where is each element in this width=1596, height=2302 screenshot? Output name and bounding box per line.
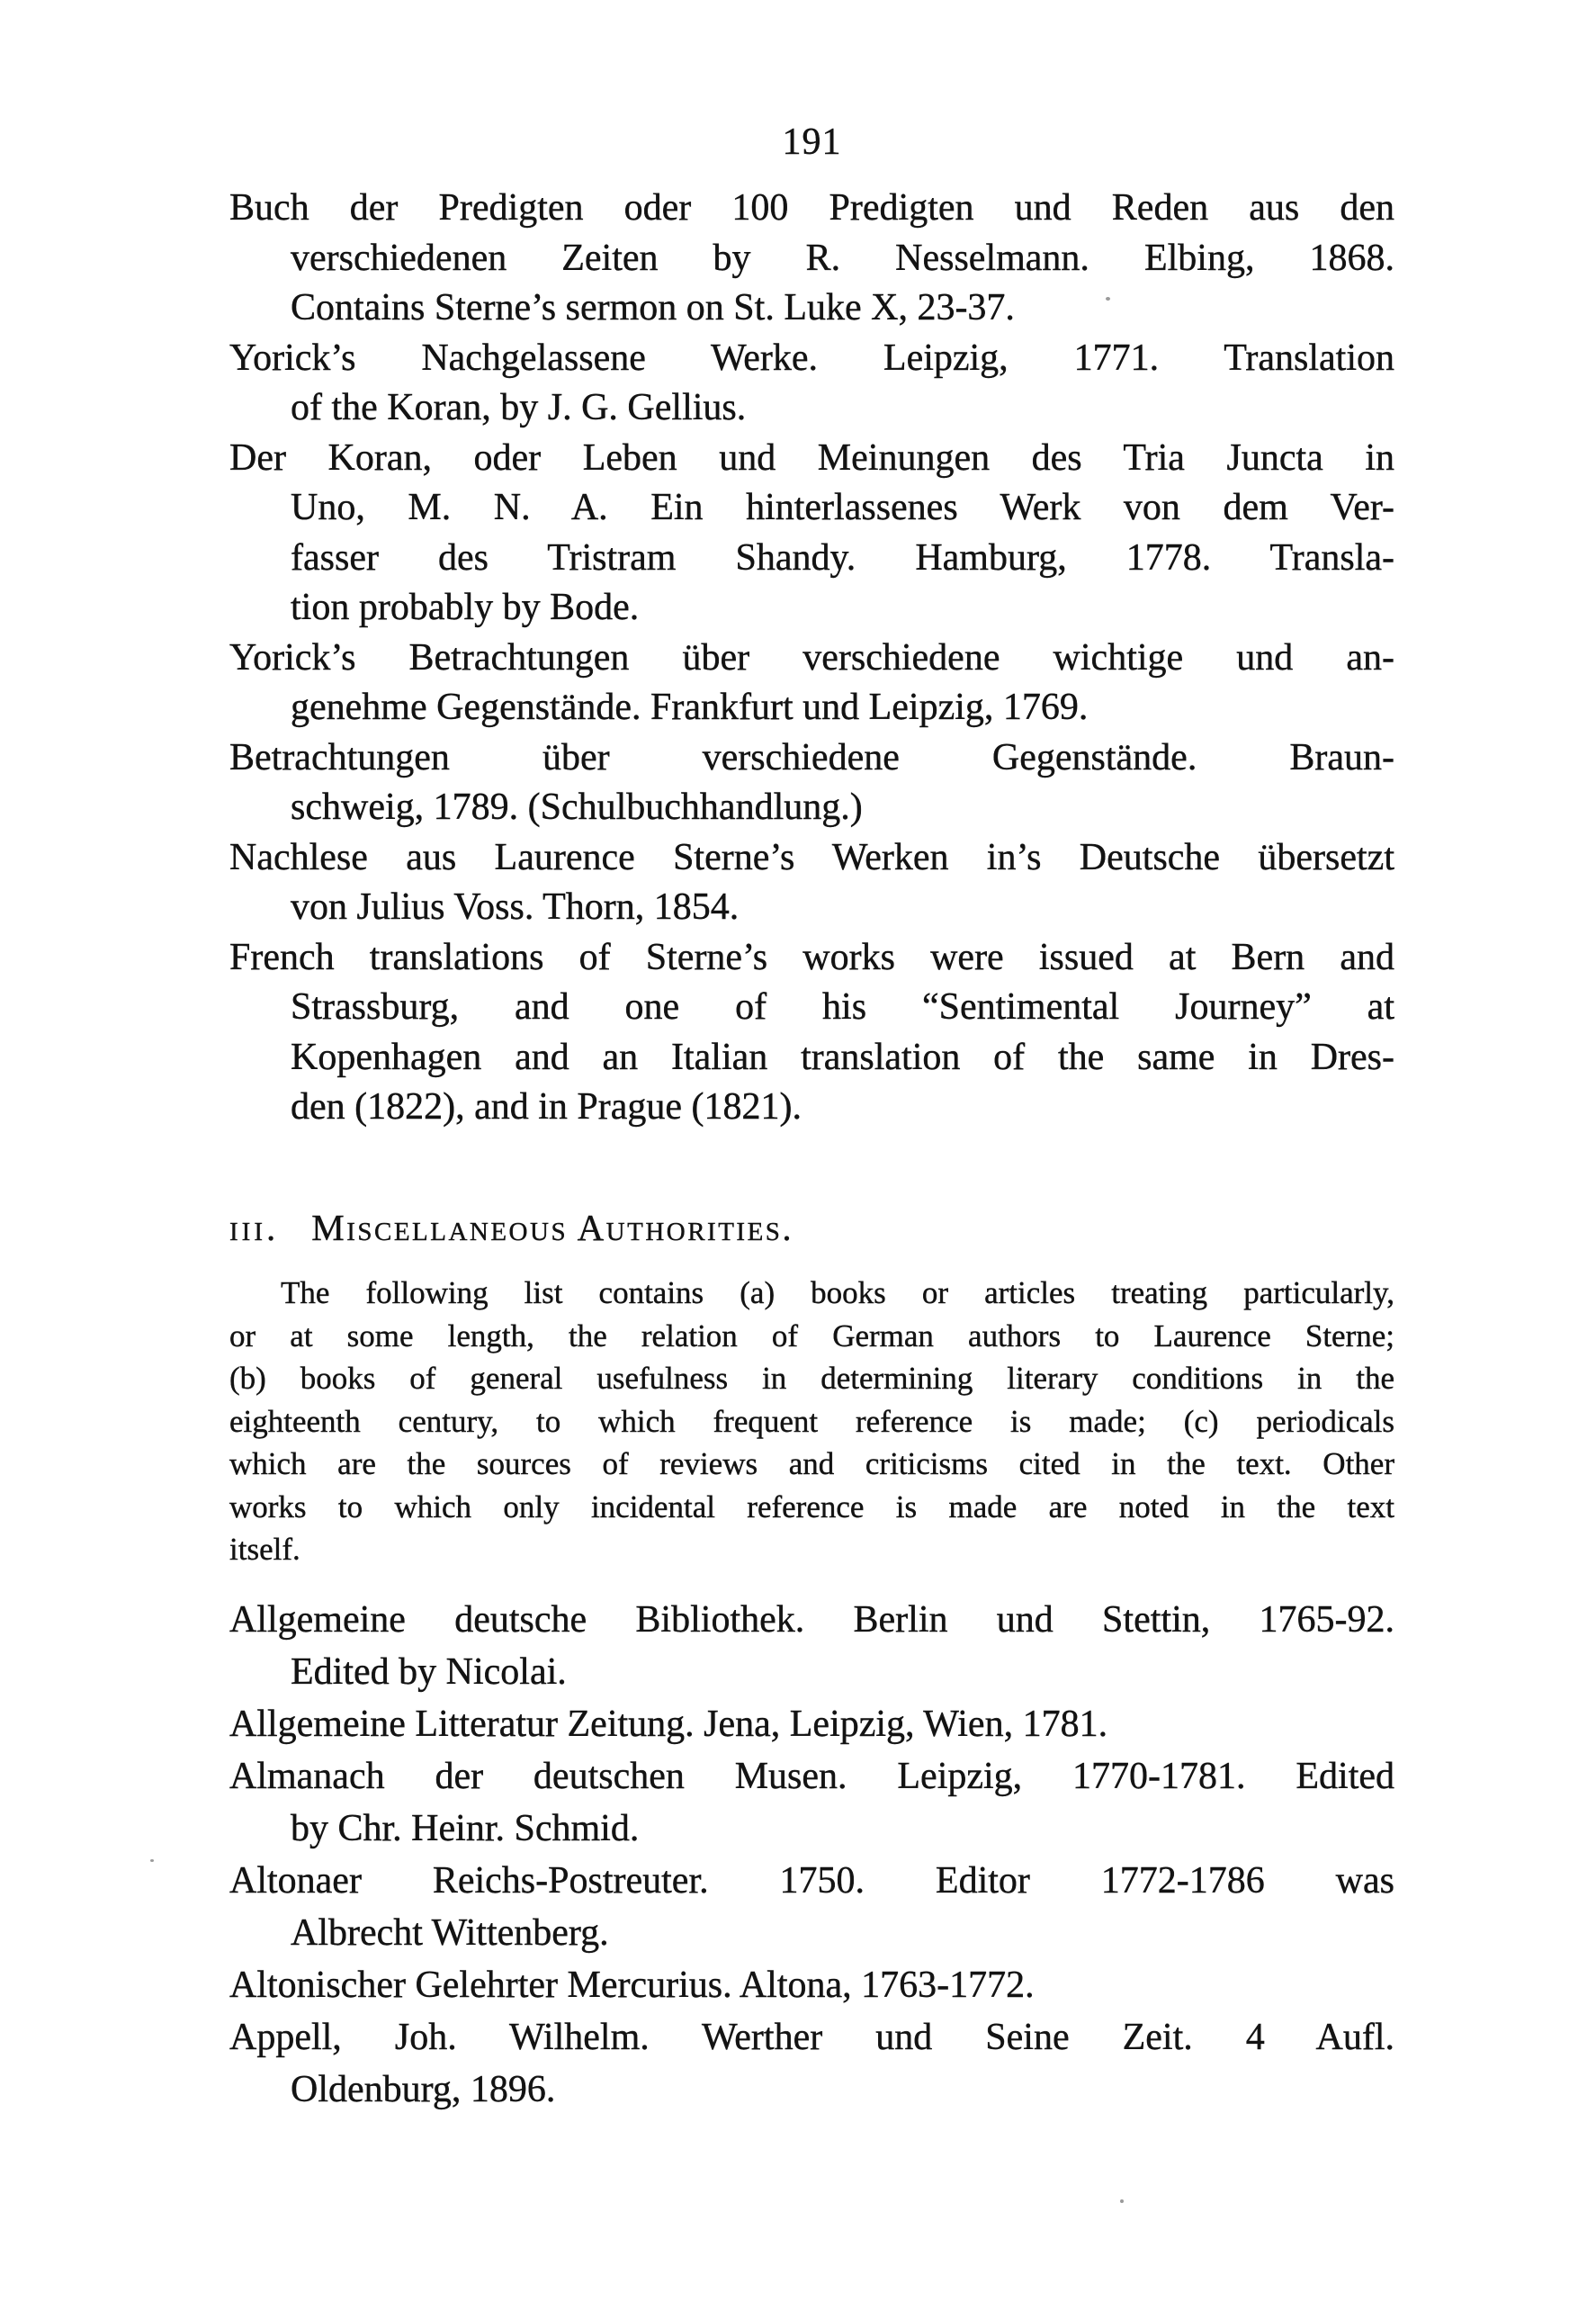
entry-line: Albrecht Wittenberg. bbox=[291, 1912, 609, 1954]
entry-line: Yorick’s Nachgelassene Werke. Leipzig, 1771. Translation bbox=[229, 337, 1394, 379]
bibliography-entry bbox=[229, 1750, 1394, 1855]
entry-line: schweig, 1789. (Schulbuchhandlung.) bbox=[291, 787, 863, 828]
entry-line: verschiedenen Zeiten by R. Nesselmann. Elbing, 1868. bbox=[291, 237, 1394, 279]
section-heading bbox=[229, 1206, 1394, 1249]
entry-line: Buch der Predigten oder 100 Predigten und Reden aus den bbox=[229, 187, 1394, 229]
bibliography-entry bbox=[229, 634, 1394, 733]
bibliography-entry bbox=[229, 184, 1394, 334]
entry-line: Betrachtungen über verschiedene Gegenstände. Braun- bbox=[229, 736, 1394, 778]
bibliography-entry bbox=[229, 2011, 1394, 2116]
scan-speck bbox=[1106, 297, 1110, 301]
entry-line: Der Koran, oder Leben und Meinungen des Tria Juncta in bbox=[229, 436, 1394, 479]
bibliography-entry bbox=[229, 933, 1394, 1133]
entry-line: Contains Sterne’s sermon on St. Luke X, 23-37. bbox=[291, 287, 1015, 328]
entry-line: Uno, M. N. A. Ein hinterlassenes Werk von dem Ver- bbox=[291, 487, 1394, 528]
entry-line: by Chr. Heinr. Schmid. bbox=[291, 1808, 640, 1849]
paragraph-line: works to which only incidental reference is made are noted in the text bbox=[229, 1488, 1394, 1524]
bibliography-entry bbox=[229, 1698, 1394, 1750]
entry-line: Almanach der deutschen Musen. Leipzig, 1770-1781. Edited bbox=[229, 1756, 1394, 1797]
entry-line: Kopenhagen and an Italian translation of the same in Dres- bbox=[291, 1036, 1394, 1078]
entry-line: genehme Gegenstände. Frankfurt und Leipzig, 1769. bbox=[291, 687, 1089, 728]
bibliography-entry bbox=[229, 833, 1394, 933]
paragraph-line: or at some length, the relation of German authors to Laurence Sterne; bbox=[229, 1317, 1394, 1353]
entry-line: von Julius Voss. Thorn, 1854. bbox=[291, 886, 740, 928]
intro-paragraph bbox=[229, 1272, 1394, 1571]
entry-line: Allgemeine Litteratur Zeitung. Jena, Leipzig, Wien, 1781. bbox=[229, 1704, 1108, 1745]
bibliography-entry bbox=[229, 434, 1394, 634]
entry-line: fasser des Tristram Shandy. Hamburg, 1778. Transla- bbox=[291, 536, 1394, 579]
bibliography-list-authorities bbox=[229, 1594, 1394, 2116]
entry-line: French translations of Sterne’s works were issued at Bern and bbox=[229, 936, 1394, 978]
entry-line: tion probably by Bode. bbox=[291, 587, 640, 628]
entry-line: Oldenburg, 1896. bbox=[291, 2069, 556, 2110]
paragraph-line: The following list contains (a) books or articles treating particularly, bbox=[281, 1275, 1394, 1310]
entry-line: Allgemeine deutsche Bibliothek. Berlin und Stettin, 1765-92. bbox=[229, 1599, 1394, 1641]
entry-line: of the Koran, by J. G. Gellius. bbox=[291, 387, 747, 428]
scan-speck bbox=[1120, 2199, 1124, 2203]
page-number: 191 bbox=[782, 121, 842, 163]
paragraph-line: (b) books of general usefulness in determining literary conditions in the bbox=[229, 1361, 1394, 1396]
bibliography-entry bbox=[229, 1594, 1394, 1698]
paragraph-line: which are the sources of reviews and criticisms cited in the text. Other bbox=[229, 1446, 1394, 1481]
entry-line: Appell, Joh. Wilhelm. Werther und Seine Zeit. 4 Aufl. bbox=[229, 2017, 1394, 2058]
entry-line: Altonischer Gelehrter Mercurius. Altona, 1763-1772. bbox=[229, 1965, 1035, 2006]
scan-speck bbox=[150, 1859, 154, 1862]
entry-line: Strassburg, and one of his “Sentimental Journey” at bbox=[291, 986, 1394, 1028]
paragraph-line: itself. bbox=[229, 1532, 300, 1567]
bibliography-entry bbox=[229, 334, 1394, 434]
bibliography-list-translations bbox=[229, 184, 1394, 1133]
paragraph-line: eighteenth century, to which frequent reference is made; (c) periodicals bbox=[229, 1403, 1394, 1439]
entry-line: Yorick’s Betrachtungen über verschiedene wichtige und an- bbox=[229, 636, 1394, 679]
bibliography-entry bbox=[229, 733, 1394, 833]
bibliography-entry bbox=[229, 1855, 1394, 1959]
bibliography-entry bbox=[229, 1959, 1394, 2011]
entry-line: Altonaer Reichs-Postreuter. 1750. Editor 1772-1786 was bbox=[229, 1860, 1394, 1902]
entry-line: Edited by Nicolai. bbox=[291, 1651, 567, 1693]
section-heading-numeral: iii. bbox=[229, 1207, 280, 1248]
entry-line: Nachlese aus Laurence Sterne’s Werken in’s Deutsche übersetzt bbox=[229, 836, 1394, 878]
entry-line: den (1822), and in Prague (1821). bbox=[291, 1086, 802, 1128]
section-heading-title: Miscellaneous Authorities. bbox=[311, 1207, 794, 1248]
